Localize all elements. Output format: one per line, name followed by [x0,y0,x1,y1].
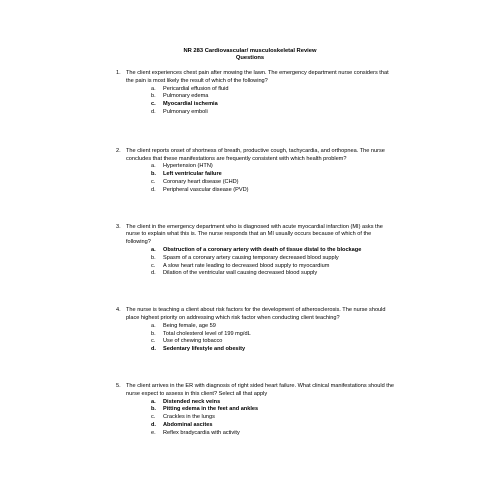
answer-option [126,338,396,346]
option-label: b. [151,171,156,178]
answer-options [126,399,396,438]
answer-option [126,255,396,263]
answer-option [126,430,396,438]
option-text: Sedentary lifestyle and obesity [163,346,246,353]
option-label: b. [151,254,156,261]
question-text: The client experiences chest pain after mowing the lawn. The emergency department nurse considers that the pain is most likely the result of which of the following? [126,70,389,84]
option-label: a. [151,398,156,405]
option-text: Being female, age 59 [163,322,216,329]
question-text: The client reports onset of shortness of breath, productive cough, tachycardia, and orthopnea. The nurse concludes that these manifestations are frequently consistent with which health problem? [126,147,385,162]
answer-options [126,86,396,117]
answer-option [126,414,396,422]
answer-option [126,263,396,271]
answer-option-correct [126,101,396,109]
option-text: Left ventricular failure [163,171,222,178]
answer-option [126,109,396,117]
option-label: d. [151,186,156,193]
option-text: Pitting edema in the feet and ankles [163,406,259,413]
option-label: d. [151,270,156,277]
option-label: b. [151,406,156,413]
question-4 [116,307,396,354]
option-label: b. [151,93,156,100]
document-subtitle: Questions [235,55,265,61]
question-number: 2. [116,147,121,154]
option-text: Crackles in the lungs [163,414,215,421]
answer-options [126,323,396,354]
option-label: c. [151,414,156,421]
question-number: 4. [116,307,121,314]
option-label: d. [151,421,156,428]
option-label: c. [151,101,156,108]
option-text: Distended neck veins [163,398,221,405]
option-label: c. [151,338,156,345]
document-title: NR 283 Cardiovascular/ musculoskeletal Review [183,48,317,54]
question-number: 1. [116,70,121,76]
answer-option-correct [126,346,396,354]
question-list [116,70,396,438]
option-label: a. [151,163,156,170]
question-text: The client arrives in the ER with diagnosis of right sided heart failure. What clinical manifestations should the nurse expect to assess in this client? Select all that apply [126,382,395,397]
question-number: 3. [116,223,121,230]
question-1 [116,70,396,117]
option-label: d. [151,108,156,115]
option-text: Use of chewing tobacco [163,338,223,345]
option-text: Obstruction of a coronary artery with death of tissue distal to the blockage [163,246,362,253]
option-label: b. [151,330,156,337]
answer-option [126,270,396,278]
answer-option-correct [126,247,396,255]
option-text: Pericardial effusion of fluid [163,85,229,92]
answer-option [126,163,396,171]
option-text: Total cholesterol level of 199 mg/dL [163,330,251,337]
option-text: Myocardial ischemia [163,101,218,108]
option-text: Peripheral vascular disease (PVD) [163,186,249,193]
option-label: d. [151,346,156,353]
answer-option [126,187,396,195]
answer-option-correct [126,406,396,414]
question-5 [116,383,396,438]
question-text: The client in the emergency department who is diagnosed with acute myocardial infarction (MI) asks the nurse to explain what this is. The nurse responds that an MI usually occurs because of which of the following? [126,223,383,246]
option-text: A slow heart rate leading to decreased blood supply to myocardium [163,262,330,269]
option-text: Pulmonary edema [163,93,209,100]
answer-options [126,163,396,194]
option-text: Dilation of the ventricular wall causing decreased blood supply [163,270,318,277]
answer-option-correct [126,399,396,407]
option-label: a. [151,322,156,329]
question-2 [116,148,396,195]
option-label: c. [151,178,156,185]
answer-option [126,86,396,94]
answer-option [126,179,396,187]
question-number: 5. [116,382,121,389]
answer-option [126,331,396,339]
option-text: Pulmonary emboli [163,108,208,115]
option-label: a. [151,85,156,92]
option-text: Reflex bradycardia with activity [163,429,240,436]
option-label: e. [151,429,156,436]
option-text: Coronary heart disease (CHD) [163,178,239,185]
answer-option [126,323,396,331]
answer-option-correct [126,171,396,179]
option-label: c. [151,262,156,269]
question-3 [116,224,396,279]
answer-option [126,93,396,101]
option-text: Abdominal ascites [163,421,213,428]
answer-options [126,247,396,278]
option-label: a. [151,246,156,253]
option-text: Hypertension (HTN) [163,163,213,170]
answer-option-correct [126,422,396,430]
question-text: The nurse is teaching a client about risk factors for the development of atherosclerosis. The nurse should place highest priority on addressing which risk factor when conducting client teaching? [126,307,386,321]
option-text: Spasm of a coronary artery causing temporary decreased blood supply [163,254,339,261]
